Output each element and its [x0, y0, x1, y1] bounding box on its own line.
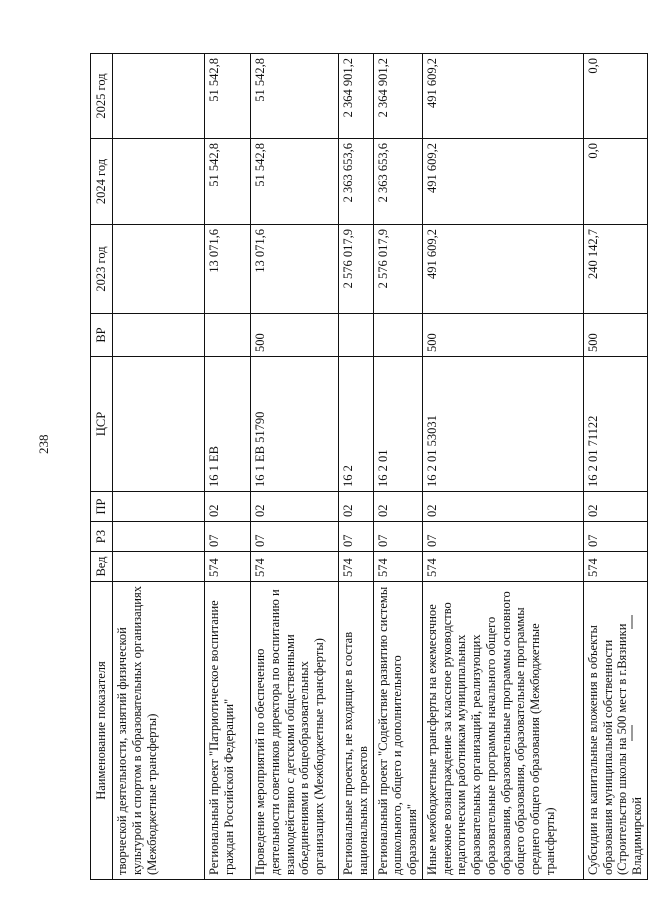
cell-rz: 07: [339, 522, 374, 552]
cell-csr: 16 2 01: [373, 357, 422, 492]
cell-2023: 13 071,6: [251, 225, 339, 314]
budget-table-container: [90, 54, 644, 880]
cell-name: Иные межбюджетные трансферты на ежемесячное денежное вознаграждение за классное руководство педагогическим работникам муниципальных образовательных организаций, реализующих образовательные программы начального общего образования, образовательные программы основного общего образования, образовательные программы среднего общего образования (Межбюджетные трансферты): [422, 582, 583, 880]
cell-name: Проведение мероприятий по обеспечению деятельности советников директора по воспитанию и взаимодействию с детскими общественными объединениями в общеобразовательных организациях (Межбюджетные трансферты): [251, 582, 339, 880]
cell-rz: 07: [583, 522, 647, 552]
table-row: [205, 54, 251, 880]
cell-2024: 491 609,2: [422, 139, 583, 225]
header-pr: ПР: [91, 492, 113, 522]
cell-2024: 51 542,8: [251, 139, 339, 225]
header-ved: Вед: [91, 552, 113, 582]
cell-name: Субсидии на капитальные вложения в объекты образования муниципальной собственности (Строительство школы на 500 мест в г.Вязники Владимирской: [583, 582, 647, 880]
cell-vr: [205, 314, 251, 357]
cell-2025: 51 542,8: [251, 54, 339, 139]
cell-2024: 2 363 653,6: [339, 139, 374, 225]
header-2023: 2023 год: [91, 225, 113, 314]
cell-2025: 2 364 901,2: [373, 54, 422, 139]
header-2024: 2024 год: [91, 139, 113, 225]
cell-ved: [113, 552, 205, 582]
cell-name: Региональные проекты, не входящие в состав национальных проектов: [339, 582, 374, 880]
header-2025: 2025 год: [91, 54, 113, 139]
cell-ved: 574: [251, 552, 339, 582]
cell-pr: 02: [339, 492, 374, 522]
cell-2024: 51 542,8: [205, 139, 251, 225]
cell-2024: 0,0: [583, 139, 647, 225]
table-row: [583, 54, 647, 880]
cell-rz: 07: [205, 522, 251, 552]
table-header-row: [91, 54, 113, 880]
cell-csr: 16 2 01 53031: [422, 357, 583, 492]
cell-vr: 500: [583, 314, 647, 357]
cell-name: творческой деятельности, занятий физической культурой и спортом в образовательных организациях (Межбюджетные трансферты): [113, 582, 205, 880]
page-number: 238: [36, 434, 51, 454]
table-row: [251, 54, 339, 880]
cell-2025: 491 609,2: [422, 54, 583, 139]
cell-2023: 491 609,2: [422, 225, 583, 314]
cell-vr: 500: [422, 314, 583, 357]
header-name: Наименование показателя: [91, 582, 113, 880]
table-row: [113, 54, 205, 880]
cell-rz: [113, 522, 205, 552]
cell-pr: 02: [373, 492, 422, 522]
cell-csr: [113, 357, 205, 492]
cell-vr: [339, 314, 374, 357]
cell-ved: 574: [583, 552, 647, 582]
cell-ved: 574: [422, 552, 583, 582]
cell-2025: 0,0: [583, 54, 647, 139]
table-row: [373, 54, 422, 880]
cell-2025: 2 364 901,2: [339, 54, 374, 139]
cell-2025: 51 542,8: [205, 54, 251, 139]
cell-rz: 07: [251, 522, 339, 552]
cell-ved: 574: [205, 552, 251, 582]
cell-rz: 07: [373, 522, 422, 552]
cell-csr: 16 1 ЕВ 51790: [251, 357, 339, 492]
cell-ved: 574: [373, 552, 422, 582]
cell-ved: 574: [339, 552, 374, 582]
cell-2023: 13 071,6: [205, 225, 251, 314]
cell-vr: 500: [251, 314, 339, 357]
cell-pr: 02: [583, 492, 647, 522]
table-row: [422, 54, 583, 880]
cell-pr: [113, 492, 205, 522]
cell-2023: 240 142,7: [583, 225, 647, 314]
cell-csr: 16 2: [339, 357, 374, 492]
cell-2023: 2 576 017,9: [373, 225, 422, 314]
cell-2024: [113, 139, 205, 225]
cell-vr: [113, 314, 205, 357]
cell-csr: 16 1 ЕВ: [205, 357, 251, 492]
cell-2023: [113, 225, 205, 314]
cell-vr: [373, 314, 422, 357]
cell-pr: 02: [205, 492, 251, 522]
cell-2023: 2 576 017,9: [339, 225, 374, 314]
budget-table: [90, 53, 648, 880]
table-row: [339, 54, 374, 880]
header-vr: ВР: [91, 314, 113, 357]
cell-rz: 07: [422, 522, 583, 552]
header-csr: ЦСР: [91, 357, 113, 492]
header-rz: РЗ: [91, 522, 113, 552]
cell-csr: 16 2 01 71122: [583, 357, 647, 492]
cell-pr: 02: [422, 492, 583, 522]
cell-2025: [113, 54, 205, 139]
cell-pr: 02: [251, 492, 339, 522]
cell-name: Региональный проект "Содействие развитию системы дошкольного, общего и дополнительного образования": [373, 582, 422, 880]
cell-2024: 2 363 653,6: [373, 139, 422, 225]
cell-name: Региональный проект "Патриотическое воспитание граждан Российской Федерации": [205, 582, 251, 880]
